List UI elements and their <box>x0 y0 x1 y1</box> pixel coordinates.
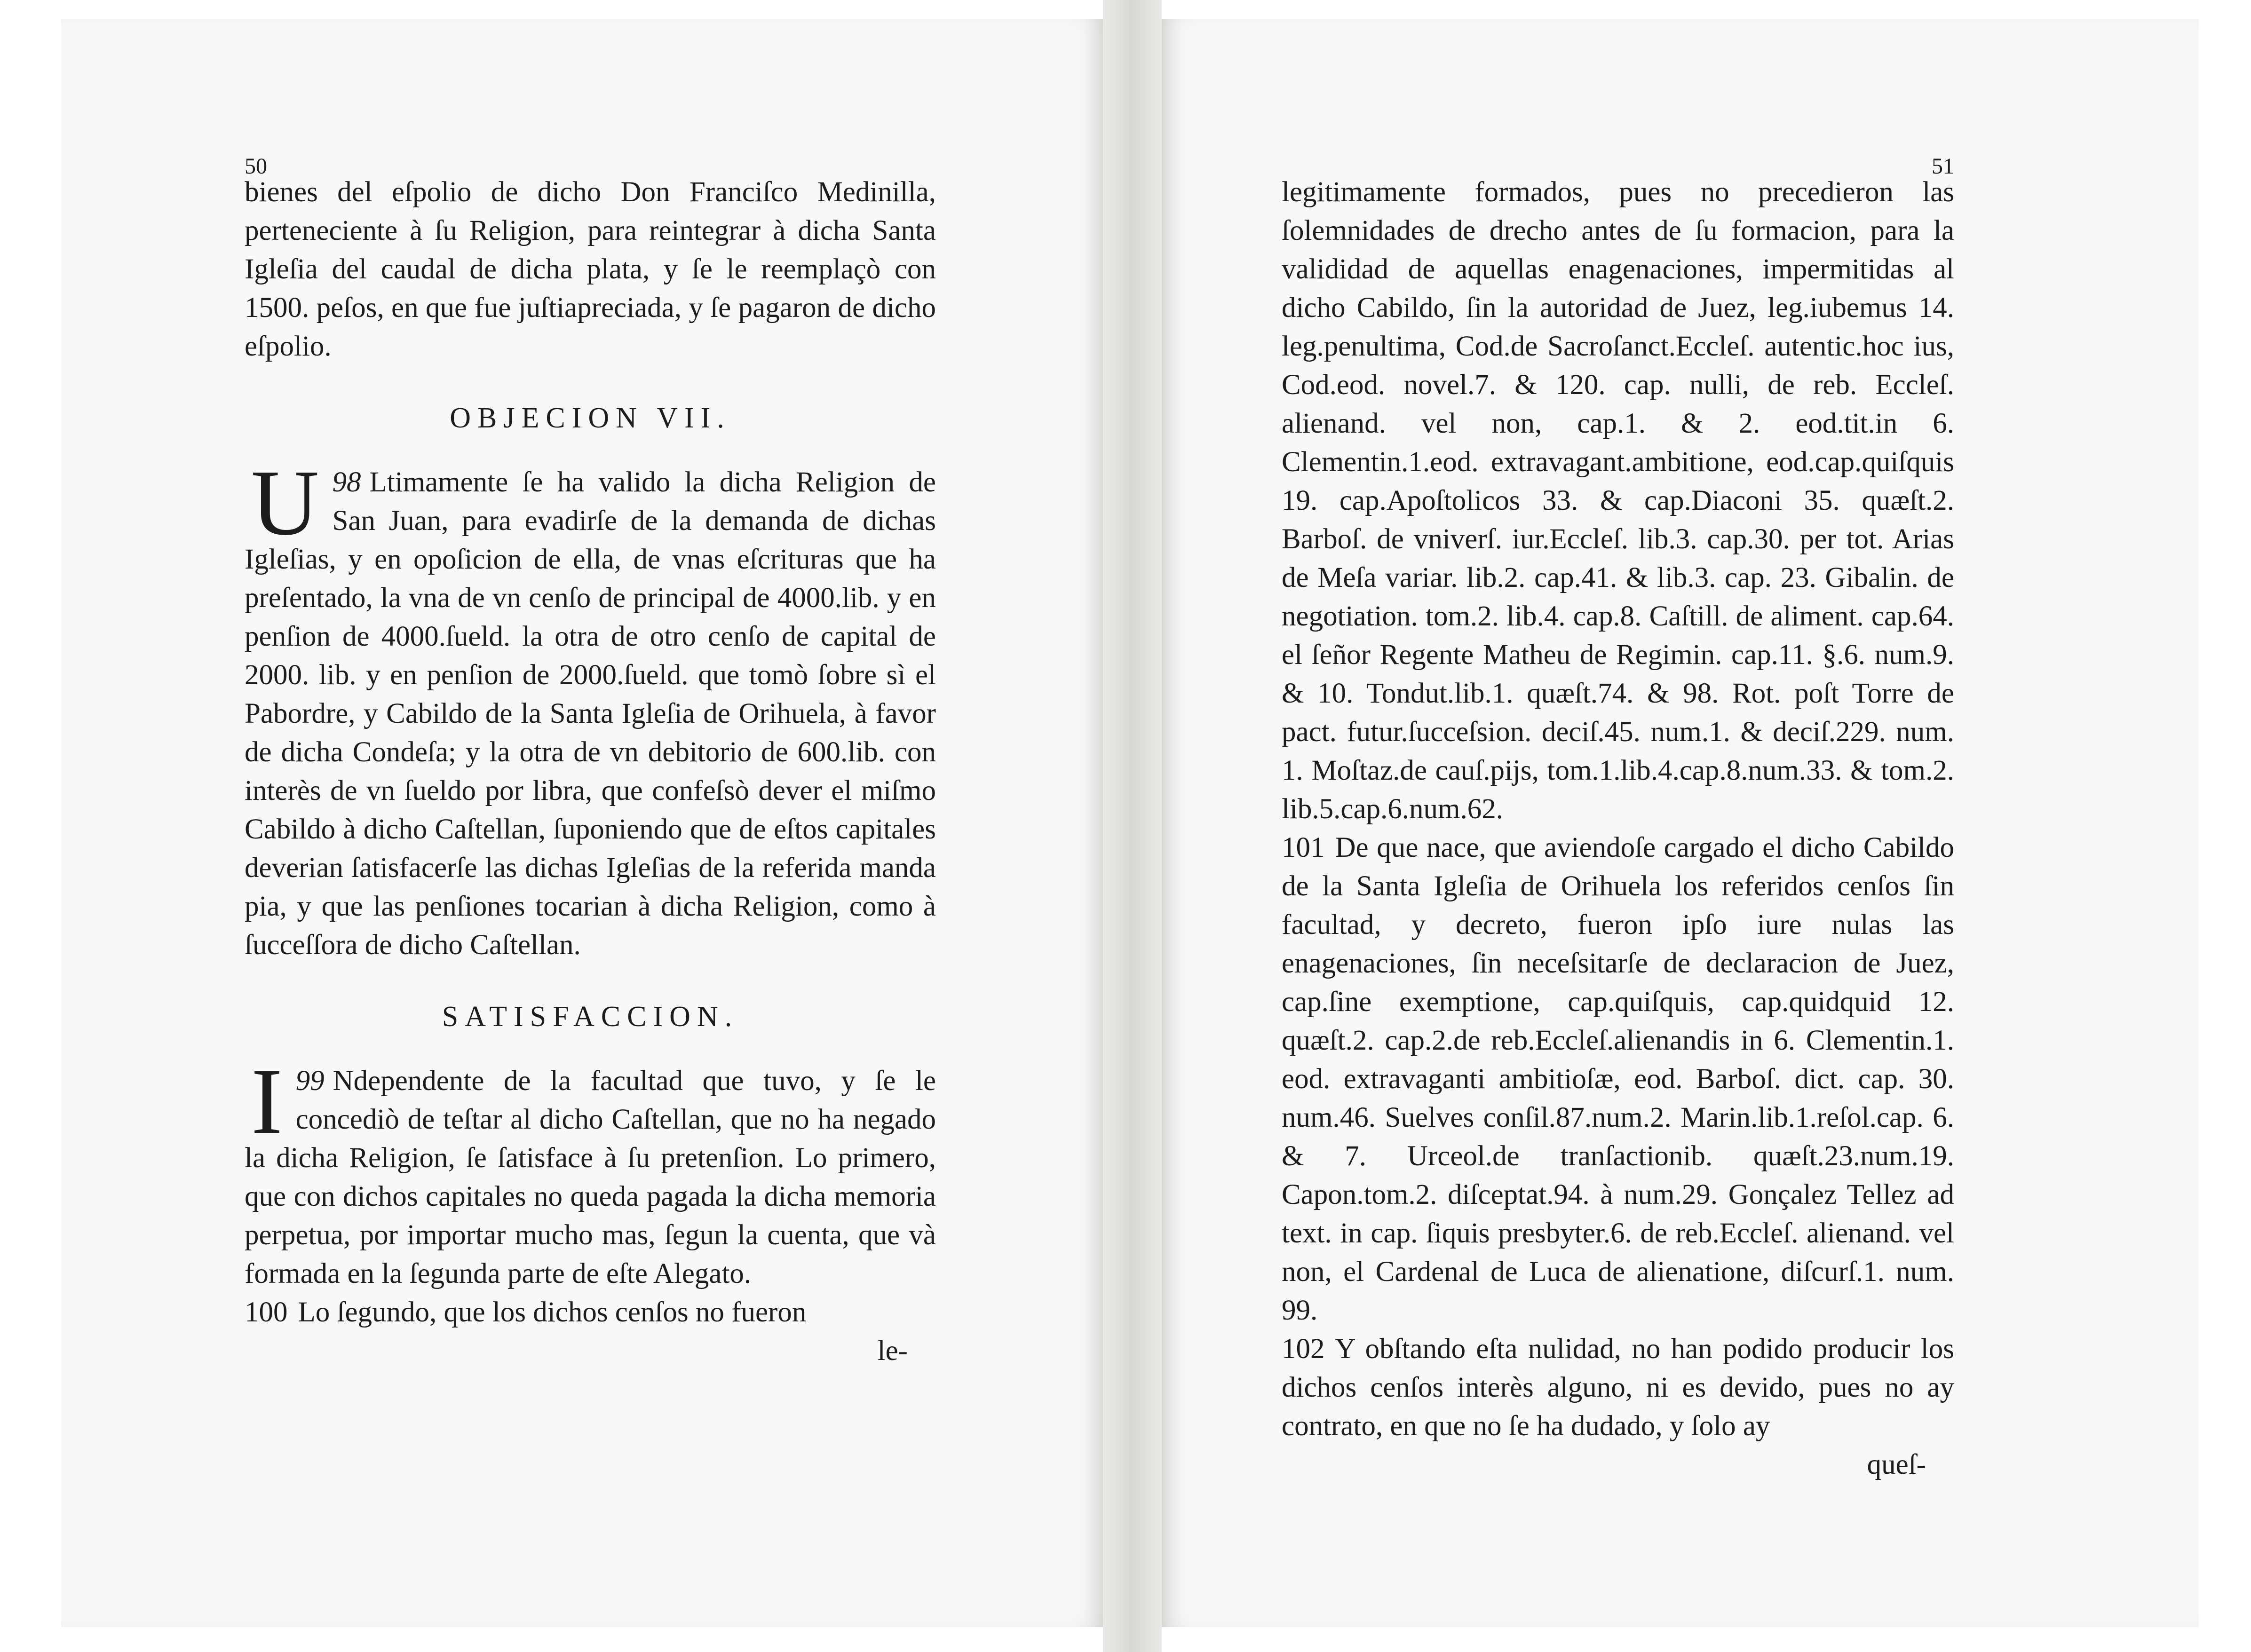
paragraph-100-text: Lo ſegundo, que los dichos cenſos no fueron <box>298 1296 807 1328</box>
paragraph-101 <box>1282 829 1954 1330</box>
intro-paragraph: bienes del eſpolio de dicho Don Franciſco Medinilla, perteneciente à ſu Religion, para reintegrar à dicha Santa Igleſia del caudal de dicha plata, y ſe le reemplaçò con 1500. peſos, en que fue juſtiapreciada, y ſe pagaron de dicho eſpolio. <box>245 176 936 362</box>
paragraph-100 <box>245 1293 936 1332</box>
paragraph-number-98: 98 <box>332 466 361 498</box>
dropcap-u: U <box>251 451 319 555</box>
paragraph-101-text: De que nace, que aviendoſe cargado el dicho Cabildo de la Santa Igleſia de Orihuela los referidos cenſos ſin facultad, y decreto, fueron ipſo iure nulas las enagenaciones, ſin neceſsitarſe de declaracion de Juez, cap.ſine exemptione, cap.quiſquis, cap.quidquid 12. quæſt.2. cap.2.de reb.Eccleſ.alienandis in 6. Clementin.1. eod. extravaganti ambitioſæ, eod. Barboſ. dict. cap. 30. num.46. Suelves conſil.87.num.2. Marin.lib.1.reſol.cap. 6. & 7. Urceol.de tranſactionib. quæſt.23.num.19. Capon.tom.2. diſceptat.94. à num.29. Gonçalez Tellez ad text. in cap. ſiquis presbyter.6. de reb.Eccleſ. alienand. vel non, el Cardenal de Luca de alienatione, diſcurſ.1. num. 99. <box>1282 832 1954 1326</box>
paragraph-number-100: 100 <box>245 1296 288 1328</box>
paragraph-number-99: 99 <box>295 1065 325 1097</box>
paragraph-102 <box>1282 1330 1954 1446</box>
right-page-text <box>1282 155 1954 1484</box>
satisfaction-heading: SATISFACCION. <box>442 1001 739 1033</box>
objection-heading: OBJECION VII. <box>450 402 731 434</box>
right-page-number: 51 <box>1932 154 1954 179</box>
paragraph-99-text: Ndependente de la facultad que tuvo, y ſe le concediò de teſtar al dicho Caſtellan, que no ha negado la dicha Religion, ſe ſatisface à ſu pretenſion. Lo primero, que con dichos capitales no queda pagada la dicha memoria perpetua, por importar mucho mas, ſegun la cuenta, que và formada en la ſegunda parte de eſte Alegato. <box>245 1065 936 1289</box>
paragraph-number-101: 101 <box>1282 832 1325 863</box>
paragraph-98-text: Ltimamente ſe ha valido la dicha Religion de San Juan, para evadirſe de la demanda de dichas Igleſias, y en opoſicion de ella, de vnas eſcrituras que ha preſentado, la vna de vn cenſo de principal de 4000.lib. y en penſion de 4000.ſueld. la otra de otro cenſo de capital de 2000. lib. y en penſion de 2000.ſueld. que tomò ſobre sì el Pabordre, y Cabildo de la Santa Igleſia de Orihuela, à favor de dicha Condeſa; y la otra de vn debitorio de 600.lib. con interès de vn ſueldo por libra, que confeſsò dever el miſmo Cabildo à dicho Caſtellan, ſuponiendo que de eſtos capitales deverian ſatisfacerſe las dichas Igleſias de la referida manda pia, y que las penſiones tocarian à dicha Religion, como à ſucceſſora de dicho Caſtellan. <box>245 466 936 961</box>
continued-paragraph: legitimamente formados, pues no precedieron las ſolemnidades de drecho antes de ſu formacion, para la valididad de aquellas enagenaciones, impermitidas al dicho Cabildo, ſin la autoridad de Juez, leg.iubemus 14. leg.penultima, Cod.de Sacroſanct.Eccleſ. autentic.hoc ius, Cod.eod. novel.7. & 120. cap. nulli, de reb. Eccleſ. alienand. vel non, cap.1. & 2. eod.tit.in 6. Clementin.1.eod. extravagant.ambitione, eod.cap.quiſquis 19. cap.Apoſtolicos 33. & cap.Diaconi 35. quæſt.2. Barboſ. de vniverſ. iur.Eccleſ. lib.3. cap.30. per tot. Arias de Meſa variar. lib.2. cap.41. & lib.3. cap. 23. Gibalin. de negotiation. tom.2. lib.4. cap.8. Caſtill. de aliment. cap.64. el ſeñor Regente Matheu de Regimin. cap.11. §.6. num.9. & 10. Tondut.lib.1. quæſt.74. & 98. Rot. poſt Torre de pact. futur.ſucceſsion. deciſ.45. num.1. & deciſ.229. num. 1. Moſtaz.de cauſ.pijs, tom.1.lib.4.cap.8.num.33. & tom.2. lib.5.cap.6.num.62. <box>1282 176 1954 825</box>
paragraph-102-text: Y obſtando eſta nulidad, no han podido producir los dichos cenſos interès alguno, ni es devido, pues no ay contrato, en que no ſe ha dudado, y ſolo ay <box>1282 1333 1954 1442</box>
paragraph-98 <box>245 451 936 964</box>
paragraph-number-102: 102 <box>1282 1333 1325 1365</box>
dropcap-i: I <box>251 1050 283 1154</box>
left-page-text <box>245 155 936 1370</box>
book-gutter <box>1103 0 1162 1652</box>
paragraph-99 <box>245 1050 936 1293</box>
left-page-number: 50 <box>245 154 267 179</box>
left-catchword: le- <box>877 1335 908 1367</box>
right-catchword: queſ- <box>1867 1449 1926 1480</box>
